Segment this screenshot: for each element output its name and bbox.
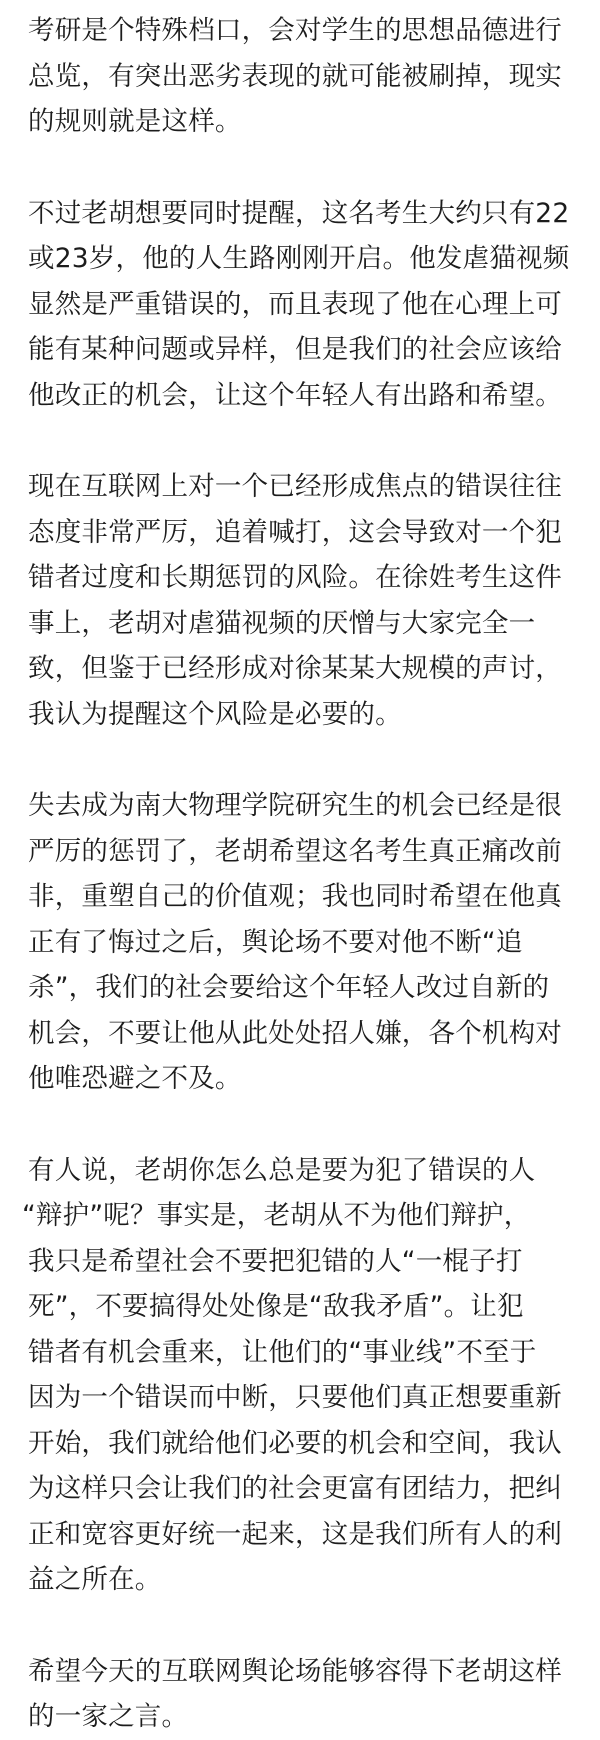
text-line: 或23岁，他的人生路刚刚开启。他发虐猫视频: [28, 243, 570, 274]
article-body: [22, 8, 576, 1740]
text-line: 不过老胡想要同时提醒，这名考生大约只有22: [28, 197, 570, 229]
text-line: 死”，不要搞得处处像是“敌我矛盾”。让犯: [28, 1291, 524, 1322]
paragraph-1: [28, 8, 576, 145]
text-line: 他唯恐避之不及。: [28, 1063, 242, 1094]
text-line: 因为一个错误而中断，只要他们真正想要重新: [28, 1382, 562, 1413]
text-line: 现在互联网上对一个已经形成焦点的错误往往: [28, 471, 562, 502]
text-line: 机会，不要让他从此处处招人嫌，各个机构对: [28, 1017, 562, 1049]
paragraph-4: [28, 783, 576, 1102]
text-line: 总览，有突出恶劣表现的就可能被刷掉，现实: [28, 60, 562, 92]
text-line: 的规则就是这样。: [28, 106, 242, 137]
text-line: 非，重塑自己的价值观；我也同时希望在他真: [28, 881, 562, 912]
text-line: 益之所在。: [28, 1564, 162, 1595]
text-line: 我认为提醒这个风险是必要的。: [28, 698, 402, 730]
text-line: 正有了悔过之后，舆论场不要对他不断“追: [28, 926, 523, 958]
text-line: 杀”，我们的社会要给这个年轻人改过自新的: [28, 972, 550, 1003]
text-line: 希望今天的互联网舆论场能够容得下老胡这样: [28, 1655, 562, 1687]
text-line: 考研是个特殊档口，会对学生的思想品德进行: [28, 15, 562, 46]
paragraph-5: [22, 1148, 576, 1603]
text-line: “辩护”呢？事实是，老胡从不为他们辩护，: [22, 1200, 531, 1231]
text-line: 错者过度和长期惩罚的风险。在徐姓考生这件: [28, 562, 562, 593]
text-line: 能有某种问题或异样，但是我们的社会应该给: [28, 334, 562, 365]
text-line: 态度非常严厉，追着喊打，这会导致对一个犯: [28, 516, 562, 548]
text-line: 严厉的惩罚了，老胡希望这名考生真正痛改前: [28, 835, 562, 867]
text-line: 的一家之言。: [28, 1701, 189, 1732]
paragraph-3: [28, 464, 576, 737]
text-line: 显然是严重错误的，而且表现了他在心理上可: [28, 288, 562, 320]
paragraph-6: [28, 1649, 576, 1740]
text-line: 为这样只会让我们的社会更富有团结力，把纠: [28, 1473, 562, 1504]
text-line: 他改正的机会，让这个年轻人有出路和希望。: [28, 379, 562, 411]
paragraph-2: [28, 191, 576, 419]
text-line: 致，但鉴于已经形成对徐某某大规模的声讨，: [28, 653, 562, 684]
text-line: 我只是希望社会不要把犯错的人“一棍子打: [28, 1245, 523, 1277]
text-line: 事上，老胡对虐猫视频的厌憎与大家完全一: [28, 607, 536, 639]
text-line: 错者有机会重来，让他们的“事业线”不至于: [28, 1336, 537, 1368]
text-line: 失去成为南大物理学院研究生的机会已经是很: [28, 790, 562, 821]
text-line: 开始，我们就给他们必要的机会和空间，我认: [28, 1427, 562, 1459]
text-line: 正和宽容更好统一起来，这是我们所有人的利: [28, 1518, 562, 1550]
text-line: 有人说，老胡你怎么总是要为犯了错误的人: [28, 1154, 536, 1186]
